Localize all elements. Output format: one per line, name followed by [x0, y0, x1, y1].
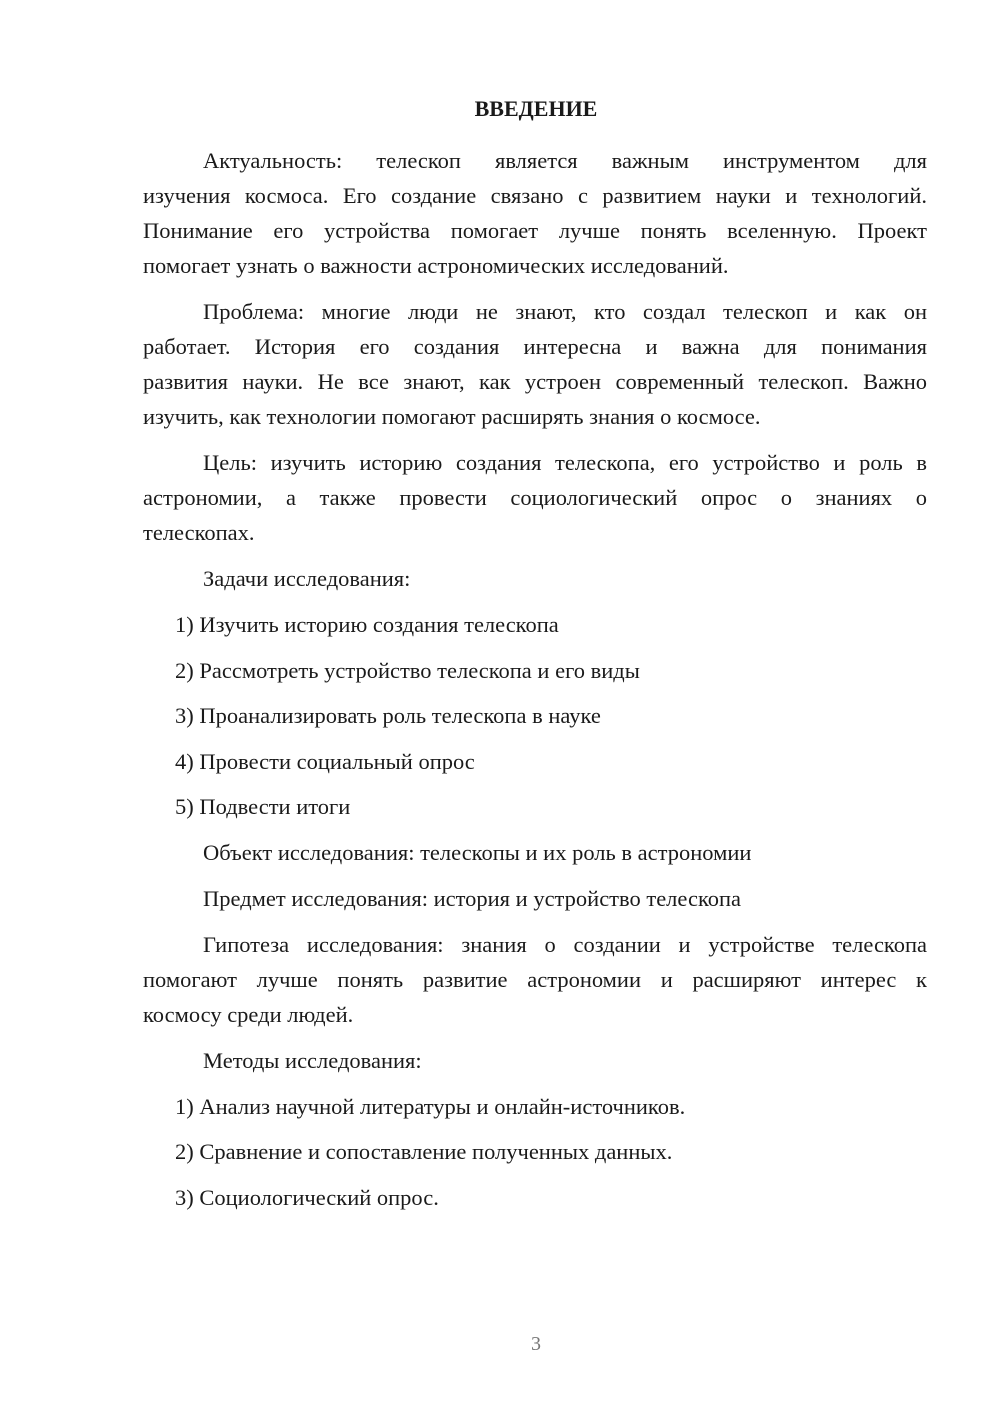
text-line: Цель: изучить историю создания телескопа, его устройство и роль в [203, 450, 927, 475]
text-line: астрономии, а также провести социологический опрос о знаниях о [143, 485, 927, 510]
document-body [143, 143, 927, 1225]
text-line: Предмет исследования: история и устройство телескопа [203, 885, 742, 911]
tasks-heading [143, 561, 927, 596]
list-item: 2) Сравнение и сопоставление полученных данных. [175, 1139, 673, 1164]
page-title: ВВЕДЕНИЕ [474, 96, 598, 121]
goal-paragraph [143, 445, 927, 550]
text-line: изучения космоса. Его создание связано с развитием науки и технологий. [143, 183, 927, 208]
list-item: 3) Проанализировать роль телескопа в науке [175, 703, 601, 728]
list-item: 3) Социологический опрос. [175, 1184, 439, 1210]
page-number: 3 [531, 1333, 541, 1355]
text-line: Понимание его устройства помогает лучше понять вселенную. Проект [143, 218, 927, 243]
methods-heading [143, 1043, 927, 1078]
text-line: развития науки. Не все знают, как устроен современный телескоп. Важно [143, 369, 927, 394]
list-item: 4) Провести социальный опрос [175, 748, 475, 774]
text-line: телескопах. [143, 520, 255, 545]
text-line: работает. История его создания интересна и важна для понимания [143, 334, 927, 359]
list-item: 5) Подвести итоги [175, 794, 351, 819]
text-line: Объект исследования: телескопы и их роль в астрономии [203, 839, 752, 865]
text-line: Актуальность: телескоп является важным инструментом для [203, 148, 927, 173]
text-line: Методы исследования: [203, 1047, 422, 1073]
list-item: 2) Рассмотреть устройство телескопа и его виды [175, 657, 640, 683]
text-line: космосу среди людей. [143, 1001, 354, 1027]
text-line: изучить, как технологии помогают расширять знания о космосе. [143, 404, 761, 429]
text-line: помогают лучше понять развитие астрономии и расширяют интерес к [143, 966, 927, 992]
text-line: Гипотеза исследования: знания о создании и устройстве телескопа [203, 931, 927, 957]
object-paragraph [143, 835, 927, 870]
text-line: помогает узнать о важности астрономических исследований. [143, 253, 729, 278]
subject-paragraph [143, 881, 927, 916]
methods-list [143, 1089, 927, 1215]
list-item: 1) Анализ научной литературы и онлайн-источников. [175, 1093, 686, 1119]
tasks-list [143, 607, 927, 824]
text-line: Задачи исследования: [203, 566, 411, 591]
hypothesis-paragraph [143, 927, 927, 1032]
text-line: Проблема: многие люди не знают, кто создал телескоп и как он [203, 299, 927, 324]
list-item: 1) Изучить историю создания телескопа [175, 612, 559, 637]
problem-paragraph [143, 294, 927, 434]
relevance-paragraph [143, 143, 927, 283]
